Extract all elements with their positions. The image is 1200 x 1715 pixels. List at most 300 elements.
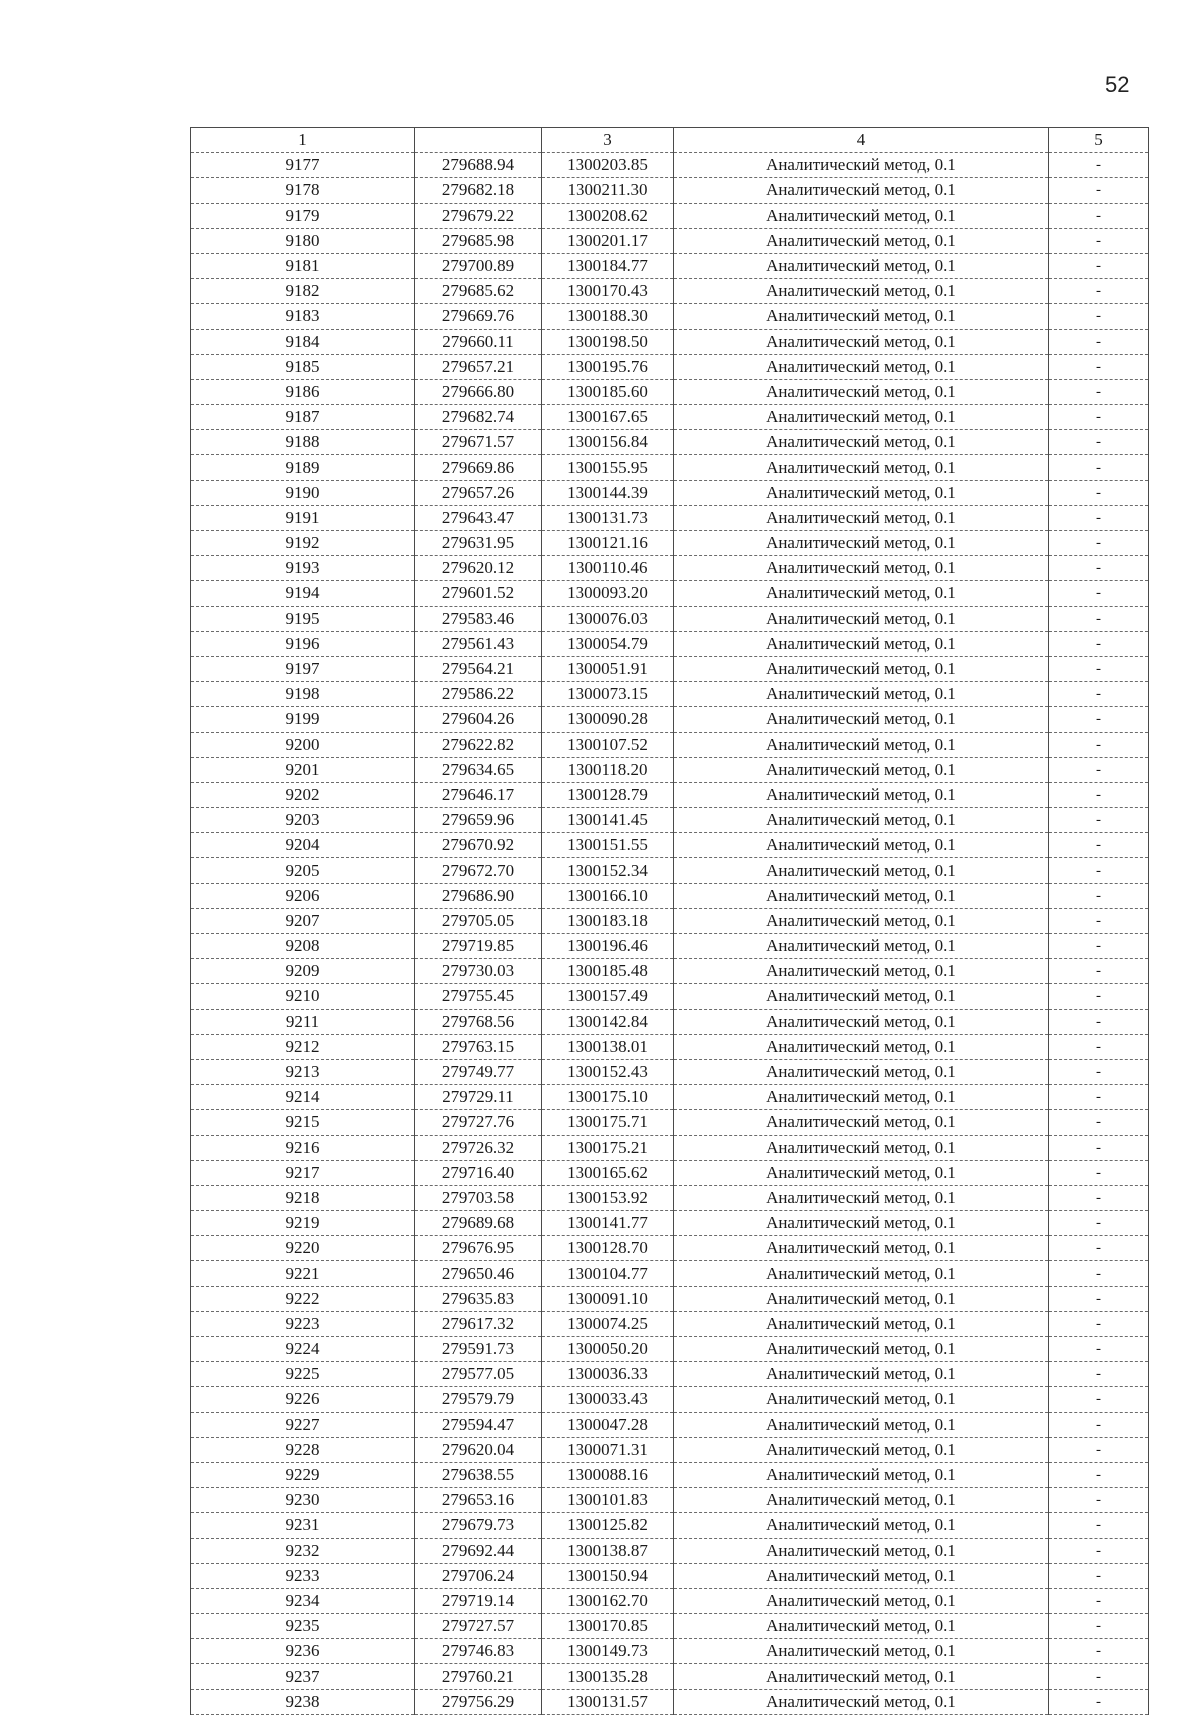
x-coordinate-cell: 279682.18 (415, 178, 542, 203)
y-coordinate-cell: 1300183.18 (542, 908, 674, 933)
note-cell: - (1049, 279, 1149, 304)
y-coordinate-cell: 1300090.28 (542, 707, 674, 732)
method-cell: Аналитический метод, 0.1 (674, 1588, 1049, 1613)
x-coordinate-cell: 279755.45 (415, 984, 542, 1009)
x-coordinate-cell: 279659.96 (415, 808, 542, 833)
y-coordinate-cell: 1300135.28 (542, 1664, 674, 1689)
y-coordinate-cell: 1300152.34 (542, 858, 674, 883)
point-number-cell: 9205 (191, 858, 415, 883)
point-number-cell: 9231 (191, 1513, 415, 1538)
x-coordinate-cell: 279719.85 (415, 934, 542, 959)
method-cell: Аналитический метод, 0.1 (674, 908, 1049, 933)
method-cell: Аналитический метод, 0.1 (674, 1538, 1049, 1563)
x-coordinate-cell: 279768.56 (415, 1009, 542, 1034)
table-row (191, 606, 1149, 631)
x-coordinate-cell: 279601.52 (415, 581, 542, 606)
note-cell: - (1049, 1639, 1149, 1664)
method-cell: Аналитический метод, 0.1 (674, 430, 1049, 455)
point-number-cell: 9195 (191, 606, 415, 631)
y-coordinate-cell: 1300150.94 (542, 1563, 674, 1588)
y-coordinate-cell: 1300074.25 (542, 1311, 674, 1336)
note-cell: - (1049, 1689, 1149, 1714)
table-row (191, 480, 1149, 505)
method-cell: Аналитический метод, 0.1 (674, 1639, 1049, 1664)
table-row (191, 279, 1149, 304)
table-row (191, 1362, 1149, 1387)
point-number-cell: 9191 (191, 505, 415, 530)
table-row (191, 1538, 1149, 1563)
note-cell: - (1049, 1513, 1149, 1538)
point-number-cell: 9177 (191, 153, 415, 178)
note-cell: - (1049, 304, 1149, 329)
x-coordinate-cell: 279686.90 (415, 883, 542, 908)
y-coordinate-cell: 1300107.52 (542, 732, 674, 757)
y-coordinate-cell: 1300076.03 (542, 606, 674, 631)
table-row (191, 556, 1149, 581)
y-coordinate-cell: 1300208.62 (542, 203, 674, 228)
note-cell: - (1049, 1261, 1149, 1286)
table-row (191, 757, 1149, 782)
note-cell: - (1049, 1085, 1149, 1110)
point-number-cell: 9194 (191, 581, 415, 606)
table-row (191, 178, 1149, 203)
point-number-cell: 9221 (191, 1261, 415, 1286)
note-cell: - (1049, 556, 1149, 581)
method-cell: Аналитический метод, 0.1 (674, 581, 1049, 606)
table-row (191, 1412, 1149, 1437)
x-coordinate-cell: 279703.58 (415, 1185, 542, 1210)
method-cell: Аналитический метод, 0.1 (674, 153, 1049, 178)
note-cell: - (1049, 858, 1149, 883)
table-row (191, 732, 1149, 757)
header-col-5: 5 (1049, 128, 1149, 153)
point-number-cell: 9208 (191, 934, 415, 959)
point-number-cell: 9215 (191, 1110, 415, 1135)
note-cell: - (1049, 1185, 1149, 1210)
y-coordinate-cell: 1300201.17 (542, 228, 674, 253)
x-coordinate-cell: 279685.62 (415, 279, 542, 304)
method-cell: Аналитический метод, 0.1 (674, 279, 1049, 304)
y-coordinate-cell: 1300184.77 (542, 253, 674, 278)
point-number-cell: 9186 (191, 379, 415, 404)
x-coordinate-cell: 279746.83 (415, 1639, 542, 1664)
table-row (191, 153, 1149, 178)
method-cell: Аналитический метод, 0.1 (674, 1261, 1049, 1286)
method-cell: Аналитический метод, 0.1 (674, 1009, 1049, 1034)
y-coordinate-cell: 1300141.45 (542, 808, 674, 833)
y-coordinate-cell: 1300149.73 (542, 1639, 674, 1664)
x-coordinate-cell: 279660.11 (415, 329, 542, 354)
y-coordinate-cell: 1300198.50 (542, 329, 674, 354)
x-coordinate-cell: 279706.24 (415, 1563, 542, 1588)
x-coordinate-cell: 279716.40 (415, 1160, 542, 1185)
point-number-cell: 9207 (191, 908, 415, 933)
note-cell: - (1049, 1614, 1149, 1639)
x-coordinate-cell: 279685.98 (415, 228, 542, 253)
note-cell: - (1049, 1437, 1149, 1462)
note-cell: - (1049, 1412, 1149, 1437)
point-number-cell: 9214 (191, 1085, 415, 1110)
table-row (191, 354, 1149, 379)
method-cell: Аналитический метод, 0.1 (674, 228, 1049, 253)
point-number-cell: 9178 (191, 178, 415, 203)
x-coordinate-cell: 279719.14 (415, 1588, 542, 1613)
table-row (191, 1135, 1149, 1160)
y-coordinate-cell: 1300211.30 (542, 178, 674, 203)
note-cell: - (1049, 1664, 1149, 1689)
x-coordinate-cell: 279669.86 (415, 455, 542, 480)
y-coordinate-cell: 1300175.10 (542, 1085, 674, 1110)
y-coordinate-cell: 1300071.31 (542, 1437, 674, 1462)
point-number-cell: 9180 (191, 228, 415, 253)
y-coordinate-cell: 1300157.49 (542, 984, 674, 1009)
point-number-cell: 9228 (191, 1437, 415, 1462)
point-number-cell: 9213 (191, 1059, 415, 1084)
method-cell: Аналитический метод, 0.1 (674, 1488, 1049, 1513)
table-row (191, 1059, 1149, 1084)
note-cell: - (1049, 430, 1149, 455)
x-coordinate-cell: 279749.77 (415, 1059, 542, 1084)
point-number-cell: 9198 (191, 682, 415, 707)
x-coordinate-cell: 279617.32 (415, 1311, 542, 1336)
table-row (191, 253, 1149, 278)
y-coordinate-cell: 1300155.95 (542, 455, 674, 480)
note-cell: - (1049, 1362, 1149, 1387)
method-cell: Аналитический метод, 0.1 (674, 1236, 1049, 1261)
method-cell: Аналитический метод, 0.1 (674, 1664, 1049, 1689)
y-coordinate-cell: 1300121.16 (542, 531, 674, 556)
point-number-cell: 9223 (191, 1311, 415, 1336)
point-number-cell: 9199 (191, 707, 415, 732)
note-cell: - (1049, 833, 1149, 858)
point-number-cell: 9190 (191, 480, 415, 505)
note-cell: - (1049, 808, 1149, 833)
table-row (191, 908, 1149, 933)
table-row (191, 631, 1149, 656)
y-coordinate-cell: 1300167.65 (542, 405, 674, 430)
y-coordinate-cell: 1300118.20 (542, 757, 674, 782)
y-coordinate-cell: 1300101.83 (542, 1488, 674, 1513)
note-cell: - (1049, 581, 1149, 606)
y-coordinate-cell: 1300138.87 (542, 1538, 674, 1563)
method-cell: Аналитический метод, 0.1 (674, 1160, 1049, 1185)
method-cell: Аналитический метод, 0.1 (674, 1337, 1049, 1362)
point-number-cell: 9233 (191, 1563, 415, 1588)
point-number-cell: 9200 (191, 732, 415, 757)
method-cell: Аналитический метод, 0.1 (674, 203, 1049, 228)
x-coordinate-cell: 279577.05 (415, 1362, 542, 1387)
y-coordinate-cell: 1300054.79 (542, 631, 674, 656)
point-number-cell: 9212 (191, 1034, 415, 1059)
method-cell: Аналитический метод, 0.1 (674, 1185, 1049, 1210)
point-number-cell: 9204 (191, 833, 415, 858)
note-cell: - (1049, 1211, 1149, 1236)
note-cell: - (1049, 1462, 1149, 1487)
point-number-cell: 9189 (191, 455, 415, 480)
note-cell: - (1049, 1538, 1149, 1563)
note-cell: - (1049, 253, 1149, 278)
note-cell: - (1049, 934, 1149, 959)
note-cell: - (1049, 1286, 1149, 1311)
x-coordinate-cell: 279591.73 (415, 1337, 542, 1362)
note-cell: - (1049, 908, 1149, 933)
point-number-cell: 9187 (191, 405, 415, 430)
method-cell: Аналитический метод, 0.1 (674, 1286, 1049, 1311)
note-cell: - (1049, 959, 1149, 984)
x-coordinate-cell: 279700.89 (415, 253, 542, 278)
note-cell: - (1049, 606, 1149, 631)
method-cell: Аналитический метод, 0.1 (674, 1412, 1049, 1437)
table-row (191, 1437, 1149, 1462)
x-coordinate-cell: 279622.82 (415, 732, 542, 757)
header-row (191, 128, 1149, 153)
method-cell: Аналитический метод, 0.1 (674, 405, 1049, 430)
x-coordinate-cell: 279692.44 (415, 1538, 542, 1563)
table-row (191, 1337, 1149, 1362)
coordinates-table (190, 127, 1149, 1715)
note-cell: - (1049, 732, 1149, 757)
y-coordinate-cell: 1300170.43 (542, 279, 674, 304)
header-col-4: 4 (674, 128, 1049, 153)
method-cell: Аналитический метод, 0.1 (674, 606, 1049, 631)
y-coordinate-cell: 1300125.82 (542, 1513, 674, 1538)
note-cell: - (1049, 178, 1149, 203)
x-coordinate-cell: 279620.12 (415, 556, 542, 581)
y-coordinate-cell: 1300093.20 (542, 581, 674, 606)
table-row (191, 430, 1149, 455)
x-coordinate-cell: 279564.21 (415, 656, 542, 681)
x-coordinate-cell: 279634.65 (415, 757, 542, 782)
point-number-cell: 9227 (191, 1412, 415, 1437)
method-cell: Аналитический метод, 0.1 (674, 934, 1049, 959)
point-number-cell: 9202 (191, 782, 415, 807)
point-number-cell: 9216 (191, 1135, 415, 1160)
note-cell: - (1049, 1337, 1149, 1362)
method-cell: Аналитический метод, 0.1 (674, 959, 1049, 984)
table-row (191, 1513, 1149, 1538)
y-coordinate-cell: 1300131.73 (542, 505, 674, 530)
method-cell: Аналитический метод, 0.1 (674, 1614, 1049, 1639)
note-cell: - (1049, 505, 1149, 530)
note-cell: - (1049, 379, 1149, 404)
point-number-cell: 9185 (191, 354, 415, 379)
table-row (191, 1488, 1149, 1513)
point-number-cell: 9226 (191, 1387, 415, 1412)
y-coordinate-cell: 1300088.16 (542, 1462, 674, 1487)
point-number-cell: 9193 (191, 556, 415, 581)
table-row (191, 1236, 1149, 1261)
point-number-cell: 9182 (191, 279, 415, 304)
x-coordinate-cell: 279729.11 (415, 1085, 542, 1110)
point-number-cell: 9197 (191, 656, 415, 681)
table-row (191, 1261, 1149, 1286)
table-row (191, 808, 1149, 833)
method-cell: Аналитический метод, 0.1 (674, 858, 1049, 883)
table-row (191, 707, 1149, 732)
table-row (191, 505, 1149, 530)
x-coordinate-cell: 279666.80 (415, 379, 542, 404)
point-number-cell: 9181 (191, 253, 415, 278)
y-coordinate-cell: 1300128.79 (542, 782, 674, 807)
x-coordinate-cell: 279672.70 (415, 858, 542, 883)
y-coordinate-cell: 1300142.84 (542, 1009, 674, 1034)
table-row (191, 959, 1149, 984)
point-number-cell: 9232 (191, 1538, 415, 1563)
method-cell: Аналитический метод, 0.1 (674, 1563, 1049, 1588)
table-row (191, 228, 1149, 253)
point-number-cell: 9201 (191, 757, 415, 782)
header-col-1: 1 (191, 128, 415, 153)
table-row (191, 656, 1149, 681)
method-cell: Аналитический метод, 0.1 (674, 1110, 1049, 1135)
y-coordinate-cell: 1300188.30 (542, 304, 674, 329)
table-row (191, 581, 1149, 606)
table-body (191, 153, 1149, 1715)
y-coordinate-cell: 1300166.10 (542, 883, 674, 908)
table-row (191, 1286, 1149, 1311)
y-coordinate-cell: 1300051.91 (542, 656, 674, 681)
note-cell: - (1049, 757, 1149, 782)
point-number-cell: 9217 (191, 1160, 415, 1185)
x-coordinate-cell: 279635.83 (415, 1286, 542, 1311)
y-coordinate-cell: 1300138.01 (542, 1034, 674, 1059)
note-cell: - (1049, 1588, 1149, 1613)
method-cell: Аналитический метод, 0.1 (674, 1513, 1049, 1538)
y-coordinate-cell: 1300185.48 (542, 959, 674, 984)
method-cell: Аналитический метод, 0.1 (674, 329, 1049, 354)
note-cell: - (1049, 1110, 1149, 1135)
table-row (191, 1639, 1149, 1664)
header-col-3: 3 (542, 128, 674, 153)
method-cell: Аналитический метод, 0.1 (674, 631, 1049, 656)
x-coordinate-cell: 279579.79 (415, 1387, 542, 1412)
table-row (191, 1160, 1149, 1185)
y-coordinate-cell: 1300153.92 (542, 1185, 674, 1210)
point-number-cell: 9224 (191, 1337, 415, 1362)
y-coordinate-cell: 1300036.33 (542, 1362, 674, 1387)
x-coordinate-cell: 279561.43 (415, 631, 542, 656)
method-cell: Аналитический метод, 0.1 (674, 1034, 1049, 1059)
method-cell: Аналитический метод, 0.1 (674, 1059, 1049, 1084)
table-row (191, 1311, 1149, 1336)
x-coordinate-cell: 279643.47 (415, 505, 542, 530)
y-coordinate-cell: 1300196.46 (542, 934, 674, 959)
table-row (191, 934, 1149, 959)
method-cell: Аналитический метод, 0.1 (674, 1211, 1049, 1236)
x-coordinate-cell: 279671.57 (415, 430, 542, 455)
x-coordinate-cell: 279631.95 (415, 531, 542, 556)
note-cell: - (1049, 405, 1149, 430)
x-coordinate-cell: 279657.21 (415, 354, 542, 379)
point-number-cell: 9183 (191, 304, 415, 329)
y-coordinate-cell: 1300047.28 (542, 1412, 674, 1437)
note-cell: - (1049, 1059, 1149, 1084)
table-row (191, 682, 1149, 707)
y-coordinate-cell: 1300162.70 (542, 1588, 674, 1613)
method-cell: Аналитический метод, 0.1 (674, 480, 1049, 505)
point-number-cell: 9203 (191, 808, 415, 833)
x-coordinate-cell: 279705.05 (415, 908, 542, 933)
note-cell: - (1049, 480, 1149, 505)
table-row (191, 1588, 1149, 1613)
point-number-cell: 9218 (191, 1185, 415, 1210)
method-cell: Аналитический метод, 0.1 (674, 531, 1049, 556)
table-row (191, 1110, 1149, 1135)
x-coordinate-cell: 279688.94 (415, 153, 542, 178)
table-row (191, 1009, 1149, 1034)
y-coordinate-cell: 1300170.85 (542, 1614, 674, 1639)
x-coordinate-cell: 279583.46 (415, 606, 542, 631)
point-number-cell: 9210 (191, 984, 415, 1009)
y-coordinate-cell: 1300151.55 (542, 833, 674, 858)
note-cell: - (1049, 656, 1149, 681)
note-cell: - (1049, 153, 1149, 178)
method-cell: Аналитический метод, 0.1 (674, 782, 1049, 807)
y-coordinate-cell: 1300156.84 (542, 430, 674, 455)
point-number-cell: 9229 (191, 1462, 415, 1487)
table-row (191, 782, 1149, 807)
point-number-cell: 9234 (191, 1588, 415, 1613)
method-cell: Аналитический метод, 0.1 (674, 505, 1049, 530)
x-coordinate-cell: 279657.26 (415, 480, 542, 505)
method-cell: Аналитический метод, 0.1 (674, 379, 1049, 404)
point-number-cell: 9188 (191, 430, 415, 455)
x-coordinate-cell: 279594.47 (415, 1412, 542, 1437)
note-cell: - (1049, 1236, 1149, 1261)
y-coordinate-cell: 1300128.70 (542, 1236, 674, 1261)
point-number-cell: 9238 (191, 1689, 415, 1714)
note-cell: - (1049, 1488, 1149, 1513)
note-cell: - (1049, 1311, 1149, 1336)
note-cell: - (1049, 203, 1149, 228)
table-row (191, 455, 1149, 480)
method-cell: Аналитический метод, 0.1 (674, 1135, 1049, 1160)
y-coordinate-cell: 1300175.71 (542, 1110, 674, 1135)
x-coordinate-cell: 279646.17 (415, 782, 542, 807)
method-cell: Аналитический метод, 0.1 (674, 1311, 1049, 1336)
table-row (191, 1563, 1149, 1588)
method-cell: Аналитический метод, 0.1 (674, 354, 1049, 379)
method-cell: Аналитический метод, 0.1 (674, 1085, 1049, 1110)
y-coordinate-cell: 1300195.76 (542, 354, 674, 379)
note-cell: - (1049, 1387, 1149, 1412)
x-coordinate-cell: 279727.76 (415, 1110, 542, 1135)
method-cell: Аналитический метод, 0.1 (674, 808, 1049, 833)
method-cell: Аналитический метод, 0.1 (674, 707, 1049, 732)
note-cell: - (1049, 1160, 1149, 1185)
note-cell: - (1049, 1563, 1149, 1588)
table-row (191, 1034, 1149, 1059)
table-row (191, 1664, 1149, 1689)
point-number-cell: 9209 (191, 959, 415, 984)
table-row (191, 1211, 1149, 1236)
table-row (191, 1185, 1149, 1210)
method-cell: Аналитический метод, 0.1 (674, 883, 1049, 908)
note-cell: - (1049, 631, 1149, 656)
method-cell: Аналитический метод, 0.1 (674, 1362, 1049, 1387)
y-coordinate-cell: 1300165.62 (542, 1160, 674, 1185)
table-row (191, 304, 1149, 329)
method-cell: Аналитический метод, 0.1 (674, 1689, 1049, 1714)
method-cell: Аналитический метод, 0.1 (674, 656, 1049, 681)
y-coordinate-cell: 1300141.77 (542, 1211, 674, 1236)
method-cell: Аналитический метод, 0.1 (674, 833, 1049, 858)
table-row (191, 1689, 1149, 1714)
point-number-cell: 9184 (191, 329, 415, 354)
table-row (191, 329, 1149, 354)
note-cell: - (1049, 531, 1149, 556)
x-coordinate-cell: 279689.68 (415, 1211, 542, 1236)
